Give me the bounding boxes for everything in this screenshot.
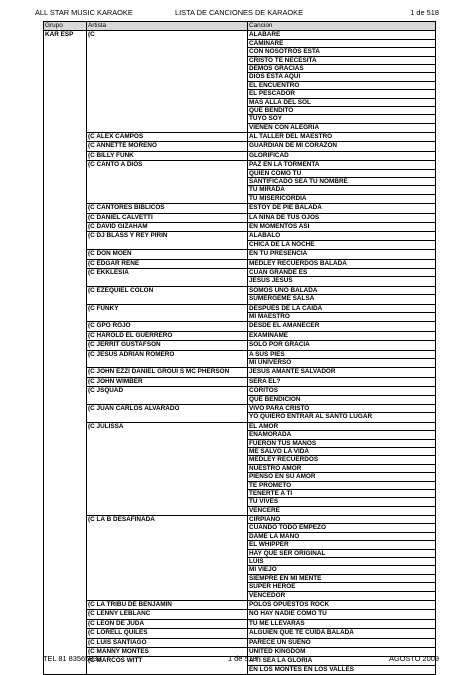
song-title: EL PESCADOR [248, 90, 435, 98]
song-title: HAY QUE SER ORIGINAL [248, 550, 435, 558]
artist-cell [87, 287, 248, 304]
song-title: GLORIFICAD [249, 151, 289, 159]
song-title: QUE BENDITO [248, 107, 435, 115]
artist-cell [87, 250, 248, 258]
song-title: EXAMINAME [249, 331, 289, 339]
songs-cell [248, 214, 436, 222]
artist-cell [87, 223, 248, 231]
page-header [35, 8, 439, 20]
song-title: SERA EL? [249, 377, 281, 385]
song-title: FUERON TUS MANOS [248, 440, 435, 448]
song-title: LA NIÑA DE TUS OJOS [249, 213, 320, 221]
artist-cell [87, 232, 248, 249]
artist-name: (C DAVID GIZAHAM [88, 223, 148, 231]
songs-cell [248, 133, 436, 141]
artist-name: (C MANNY MONTES [88, 648, 149, 656]
song-title: SUMERGEME SALSA [249, 295, 315, 303]
song-title: YO QUIERO ENTRAR AL SANTO LUGAR [249, 413, 373, 421]
song-title: TENERTE A TI [248, 490, 435, 498]
artist-cell [87, 423, 248, 515]
artist-name: (C JUAN CARLOS ALVARADO [88, 405, 180, 412]
song-title: ESTOY DE PIE BALADA [249, 204, 322, 212]
songs-cell [248, 204, 436, 212]
song-title: MI MAESTRO [249, 313, 290, 321]
songs-cell [248, 31, 436, 132]
entries-container [87, 31, 436, 674]
songs-cell [248, 250, 436, 258]
artist-entry [87, 259, 436, 268]
artist-name: (C EDGAR RENE [88, 259, 140, 267]
songs-cell [248, 322, 436, 330]
song-title: PAZ EN LA TORMENTA [248, 161, 435, 169]
artist-name: (C JSQUAD [88, 387, 124, 395]
artist-cell [87, 204, 248, 212]
songs-cell [248, 161, 436, 203]
artist-entry [87, 231, 436, 249]
songs-cell [248, 378, 436, 386]
song-title: AL TALLER DEL MAESTRO [249, 133, 333, 141]
artist-entry [87, 422, 436, 515]
artist-name: (C FUNKY [88, 304, 119, 312]
songs-cell [248, 629, 436, 637]
artist-entry [87, 321, 436, 330]
song-title: VENCEDOR [249, 591, 286, 599]
song-title: DAME LA MANO [248, 533, 435, 541]
artist-name: (C JESUS ADRIAN ROMERO [88, 350, 175, 358]
song-title: VIENEN CON ALEGRIA [249, 123, 320, 131]
song-title: DESPUES DE LA CAIDA [248, 305, 435, 313]
artist-cell [87, 601, 248, 609]
song-title: TU VIVES [248, 498, 435, 506]
song-title: VIVO PARA CRISTO [248, 405, 435, 413]
artist-name: (C ALEX CAMPOS [88, 133, 144, 141]
song-title: TE PROMETO [248, 482, 435, 490]
artist-cell [87, 31, 248, 132]
song-title: EN TU PRESENCIA [249, 250, 308, 258]
song-title: MI UNIVERSO [249, 359, 292, 367]
song-title: CIRPIANO [248, 516, 435, 524]
song-title: NUESTRO AMOR [248, 465, 435, 473]
artist-cell [87, 639, 248, 647]
song-title: CUANDO TODO EMPEZO [248, 524, 435, 532]
song-title: MEDLEY RECUERDOS BALADA [249, 259, 347, 267]
song-title: QUIEN COMO TU [248, 170, 435, 178]
artist-name: (C DON MOEN [88, 250, 132, 258]
song-title: DIOS ESTA AQUI [248, 73, 435, 81]
artist-cell [87, 387, 248, 404]
footer-page-number: 1 de 518 [228, 654, 257, 663]
song-title: MAS ALLA DEL SOL [248, 99, 435, 107]
songs-cell [248, 610, 436, 618]
artist-cell [87, 620, 248, 628]
song-title: QUE BENDICION [249, 395, 301, 403]
page-footer [35, 654, 439, 666]
songs-cell [248, 305, 436, 322]
artist-entry [87, 350, 436, 368]
song-title: CUAN GRANDE ES [248, 269, 435, 277]
song-title: SIEMPRE EN MI MENTE [248, 575, 435, 583]
artist-name: (C JULISSA [88, 422, 124, 430]
song-title: EN MOMENTOS ASI [249, 223, 310, 231]
songs-cell [248, 152, 436, 160]
artist-name: (C LENNY LEBLANC [88, 610, 151, 618]
artist-name: (C HAROLD EL GUERRERO [88, 331, 173, 339]
artist-cell [87, 214, 248, 222]
artist-entry [87, 151, 436, 160]
column-header-artista: Artista [87, 22, 248, 30]
artist-entry [87, 331, 436, 340]
song-title: ENAMORADA [248, 431, 435, 439]
songs-cell [248, 516, 436, 600]
song-title: CRISTO TE NECESITA [248, 57, 435, 65]
artist-entry [87, 609, 436, 618]
artist-entry [87, 268, 436, 286]
artist-entry [87, 249, 436, 258]
artist-name: (C [88, 31, 95, 39]
song-title: EL WHIPPER [248, 541, 435, 549]
artist-name: (C JOHN EZZI DANIEL GROUI S MC PHERSON [88, 368, 230, 376]
song-title: A TI SEA LA GLORIA [248, 657, 435, 665]
song-title: TUYO SOY [248, 115, 435, 123]
song-title: A SUS PIES [248, 351, 435, 359]
song-title: PARECE UN SUEÑO [249, 638, 311, 646]
songs-cell [248, 351, 436, 368]
artist-entry [87, 286, 436, 304]
song-title: EL ENCUENTRO [248, 82, 435, 90]
artist-cell [87, 368, 248, 376]
artist-entry [87, 377, 436, 386]
song-title: JESUS AMANTE SALVADOR [249, 368, 336, 376]
song-title: TU ME LLEVARAS [249, 619, 305, 627]
songs-cell [248, 142, 436, 150]
artist-cell [87, 516, 248, 600]
songs-cell [248, 287, 436, 304]
song-title: CAMINARE [248, 40, 435, 48]
song-title: SOLO POR GRACIA [249, 341, 310, 349]
column-header-cancion: Cancion [248, 22, 436, 30]
song-title: NO HAY NADIE COMO TU [249, 610, 327, 618]
artist-cell [87, 322, 248, 330]
songs-cell [248, 269, 436, 286]
song-title: EL AMOR [248, 423, 435, 431]
artist-entry [87, 132, 436, 141]
songs-cell [248, 232, 436, 249]
artist-name: (C JOHN WIMBER [88, 377, 143, 385]
artist-name: (C LUIS SANTIAGO [88, 638, 147, 646]
song-title: ALABALO [248, 232, 435, 240]
header-page-number: 1 de 518 [410, 8, 439, 17]
song-title: ALABARE [248, 31, 435, 39]
song-title: GUARDIAN DE MI CORAZON [249, 142, 338, 150]
artist-cell [87, 378, 248, 386]
artist-name: (C EKKLESIA [88, 269, 129, 277]
songs-cell [248, 341, 436, 349]
group-cell: KAR ESP [43, 31, 87, 674]
artist-entry [87, 600, 436, 609]
header-company: ALL STAR MUSIC KARAOKE [35, 8, 133, 17]
artist-name: (C LA B DESAFINADA [88, 516, 155, 524]
artist-entry [87, 515, 436, 600]
songs-cell [248, 423, 436, 515]
artist-name: (C JERRIT GUSTAFSON [88, 341, 161, 349]
artist-name: (C LORELL QUILES [88, 629, 148, 637]
song-title: CON NOSOTROS ESTA [248, 48, 435, 56]
artist-entry [87, 141, 436, 150]
song-title: CHICA DE LA NOCHE [249, 240, 315, 248]
artist-cell [87, 161, 248, 203]
song-title: LUIS [248, 558, 435, 566]
songs-cell [248, 601, 436, 609]
songs-cell [248, 639, 436, 647]
artist-entry [87, 160, 436, 203]
artist-name: (C DJ BLASS Y REY PIRIN [88, 232, 168, 240]
song-title: JESUS JESUS [249, 277, 293, 285]
song-title: MEDLEY RECUERDOS [248, 456, 435, 464]
song-table [43, 21, 436, 675]
artist-cell [87, 152, 248, 160]
artist-cell [87, 133, 248, 141]
artist-name: (C GPO ROJO [88, 322, 131, 330]
artist-name: (C BILLY FUNK [88, 151, 134, 159]
song-title: EN LOS MONTES EN LOS VALLES [249, 665, 354, 673]
song-title: POLOS OPUESTOS ROCK [249, 600, 330, 608]
artist-name: (C MARCOS WITT [88, 657, 143, 665]
artist-cell [87, 142, 248, 150]
artist-cell [87, 305, 248, 322]
song-title: SOMOS UNO BALADA [248, 287, 435, 295]
artist-entry [87, 203, 436, 212]
songs-cell [248, 405, 436, 422]
song-title: SANTIFICADO SEA TU NOMBRE [248, 178, 435, 186]
artist-entry [87, 31, 436, 132]
artist-entry [87, 213, 436, 222]
artist-entry [87, 340, 436, 349]
table-body [43, 31, 436, 674]
song-title: MI VIEJO [248, 566, 435, 574]
songs-cell [248, 332, 436, 340]
artist-name: (C CANTO A DIOS [88, 161, 143, 169]
artist-name: (C CANTORES BIBLICOS [88, 204, 165, 212]
artist-name: (C LEON DE JUDA [88, 619, 145, 627]
artist-name: (C EZEQUIEL COLON [88, 286, 154, 294]
artist-name: (C DANIEL CALVETTI [88, 213, 153, 221]
song-title: ALGUIEN QUE TE CUIDA BALADA [249, 629, 354, 637]
artist-entry [87, 628, 436, 637]
artist-cell [87, 629, 248, 637]
song-title: PIENSO EN SU AMOR [248, 473, 435, 481]
artist-cell [87, 260, 248, 268]
header-title: LISTA DE CANCIONES DE KARAOKE [175, 8, 303, 17]
songs-cell [248, 223, 436, 231]
song-title: DESDE EL AMANECER [249, 322, 320, 330]
artist-cell [87, 610, 248, 618]
song-title: TU MISERICORDIA [249, 194, 307, 202]
column-header-grupo: Grupo [43, 22, 87, 30]
artist-cell [87, 332, 248, 340]
artist-entry [87, 304, 436, 322]
artist-entry [87, 222, 436, 231]
song-title: UNITED KINGDOM [249, 648, 306, 656]
song-title: VENCERE [249, 506, 280, 514]
artist-entry [87, 404, 436, 422]
artist-cell [87, 405, 248, 422]
songs-cell [248, 387, 436, 404]
table-header-row [43, 22, 436, 31]
artist-name: (C ANNETTE MORENO [88, 142, 157, 150]
artist-cell [87, 351, 248, 368]
artist-cell [87, 341, 248, 349]
footer-phone: TEL 81 83565833 [43, 654, 102, 663]
artist-name: (C LA TRIBU DE BENJAMIN [88, 600, 172, 608]
artist-entry [87, 367, 436, 376]
songs-cell [248, 260, 436, 268]
song-title: CORITOS [248, 387, 435, 395]
song-title: DEMOS GRACIAS [248, 65, 435, 73]
songs-cell [248, 368, 436, 376]
songs-cell [248, 620, 436, 628]
artist-entry [87, 386, 436, 404]
footer-date: AGOSTO 2009 [389, 654, 439, 663]
artist-entry [87, 638, 436, 647]
song-title: TU MIRADA [248, 186, 435, 194]
song-title: ME SALVO LA VIDA [248, 448, 435, 456]
artist-cell [87, 269, 248, 286]
artist-entry [87, 619, 436, 628]
song-title: SUPER HEROE [248, 583, 435, 591]
